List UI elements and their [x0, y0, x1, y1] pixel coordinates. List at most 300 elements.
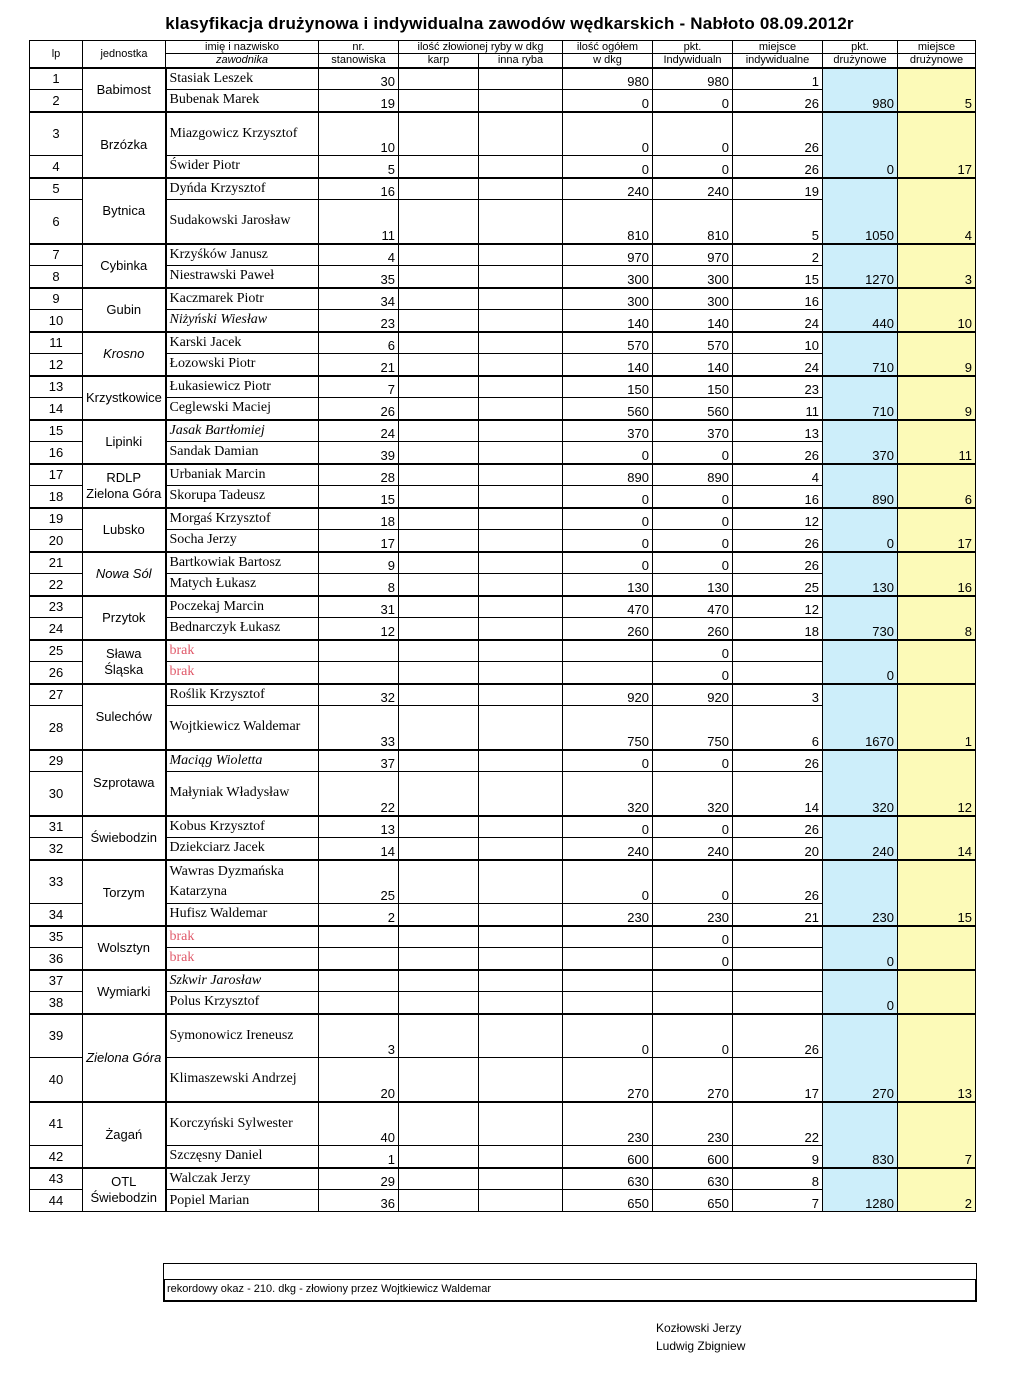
row-number: 27: [30, 684, 83, 706]
total-weight: 300: [563, 266, 653, 288]
individual-place: 26: [733, 860, 823, 904]
total-weight: [563, 926, 653, 948]
individual-place: 22: [733, 1102, 823, 1146]
header-name-sub: zawodnika: [166, 54, 319, 68]
total-weight: 240: [563, 178, 653, 200]
team-place: [898, 926, 976, 970]
other-fish-weight: [479, 266, 563, 288]
table-row: [30, 1168, 976, 1190]
individual-points: 890: [653, 464, 733, 486]
other-fish-weight: [479, 332, 563, 354]
row-number: 4: [30, 156, 83, 178]
individual-points: 0: [653, 156, 733, 178]
station-number: 20: [319, 1058, 399, 1102]
individual-place: 23: [733, 376, 823, 398]
individual-place: [733, 948, 823, 970]
row-number: 6: [30, 200, 83, 244]
team-points: 0: [823, 926, 898, 970]
row-number: 12: [30, 354, 83, 376]
competitor-name: Maciąg Wioletta: [166, 750, 319, 772]
individual-place: 17: [733, 1058, 823, 1102]
individual-place: 6: [733, 706, 823, 750]
total-weight: 810: [563, 200, 653, 244]
team-points: 0: [823, 508, 898, 552]
individual-points: 370: [653, 420, 733, 442]
individual-points: 0: [653, 552, 733, 574]
individual-place: 8: [733, 1168, 823, 1190]
individual-points: [653, 970, 733, 992]
individual-points: 0: [653, 486, 733, 508]
team-points: 370: [823, 420, 898, 464]
table-row: [30, 420, 976, 442]
table-row: [30, 1102, 976, 1146]
total-weight: 600: [563, 1146, 653, 1168]
station-number: 18: [319, 508, 399, 530]
table-row: [30, 1014, 976, 1058]
total-weight: 0: [563, 90, 653, 112]
carp-weight: [399, 112, 479, 156]
other-fish-weight: [479, 486, 563, 508]
station-number: 25: [319, 860, 399, 904]
header-place: miejsce: [733, 41, 823, 54]
row-number: 25: [30, 640, 83, 662]
table-row: [30, 926, 976, 948]
other-fish-weight: [479, 310, 563, 332]
total-weight: 970: [563, 244, 653, 266]
station-number: [319, 948, 399, 970]
other-fish-weight: [479, 508, 563, 530]
carp-weight: [399, 970, 479, 992]
row-number: 28: [30, 706, 83, 750]
carp-weight: [399, 662, 479, 684]
total-weight: 650: [563, 1190, 653, 1212]
other-fish-weight: [479, 904, 563, 926]
carp-weight: [399, 552, 479, 574]
other-fish-weight: [479, 992, 563, 1014]
station-number: 13: [319, 816, 399, 838]
table-row: [30, 684, 976, 706]
row-number: 3: [30, 112, 83, 156]
competitor-name: Świder Piotr: [166, 156, 319, 178]
carp-weight: [399, 1168, 479, 1190]
row-number: 31: [30, 816, 83, 838]
team-unit: Cybinka: [83, 244, 166, 288]
table-row: [30, 376, 976, 398]
individual-points: 980: [653, 68, 733, 90]
team-place: 15: [898, 860, 976, 926]
individual-place: 10: [733, 332, 823, 354]
row-number: 10: [30, 310, 83, 332]
competitor-name: Dziekciarz Jacek: [166, 838, 319, 860]
header-catch: ilość złowionej ryby w dkg: [399, 41, 563, 54]
individual-place: 20: [733, 838, 823, 860]
station-number: 32: [319, 684, 399, 706]
total-weight: 560: [563, 398, 653, 420]
other-fish-weight: [479, 1058, 563, 1102]
individual-points: 650: [653, 1190, 733, 1212]
header-pts-sub: Indywidualn: [653, 54, 733, 68]
team-unit: Wymiarki: [83, 970, 166, 1014]
carp-weight: [399, 508, 479, 530]
team-unit: Sława Śląska: [83, 640, 166, 684]
individual-points: 0: [653, 1014, 733, 1058]
individual-points: 0: [653, 530, 733, 552]
other-fish-weight: [479, 376, 563, 398]
results-table: [29, 40, 976, 1212]
team-points: 1670: [823, 684, 898, 750]
competitor-name: Polus Krzysztof: [166, 992, 319, 1014]
competitor-name: Ceglewski Maciej: [166, 398, 319, 420]
station-number: 22: [319, 772, 399, 816]
competitor-name: Popiel Marian: [166, 1190, 319, 1212]
individual-points: [653, 992, 733, 1014]
header-lp: lp: [30, 41, 83, 68]
other-fish-weight: [479, 90, 563, 112]
individual-place: 24: [733, 310, 823, 332]
signature-1: Kozłowski Jerzy: [656, 1321, 742, 1335]
station-number: 39: [319, 442, 399, 464]
competitor-name: Bubenak Marek: [166, 90, 319, 112]
table-row: [30, 508, 976, 530]
row-number: 22: [30, 574, 83, 596]
carp-weight: [399, 398, 479, 420]
other-fish-weight: [479, 464, 563, 486]
station-number: 11: [319, 200, 399, 244]
team-unit: Babimost: [83, 68, 166, 112]
individual-place: 26: [733, 1014, 823, 1058]
station-number: 29: [319, 1168, 399, 1190]
row-number: 43: [30, 1168, 83, 1190]
row-number: 37: [30, 970, 83, 992]
individual-points: 570: [653, 332, 733, 354]
carp-weight: [399, 640, 479, 662]
competitor-name: Wawras Dyzmańska Katarzyna: [166, 860, 319, 904]
team-place: 11: [898, 420, 976, 464]
competitor-name: brak: [166, 948, 319, 970]
other-fish-weight: [479, 442, 563, 464]
header-total-sub: w dkg: [563, 54, 653, 68]
row-number: 7: [30, 244, 83, 266]
team-points: 0: [823, 112, 898, 178]
individual-points: 230: [653, 904, 733, 926]
row-number: 8: [30, 266, 83, 288]
competitor-name: Bartkowiak Bartosz: [166, 552, 319, 574]
competitor-name: Hufisz Waldemar: [166, 904, 319, 926]
competitor-name: Kaczmarek Piotr: [166, 288, 319, 310]
carp-weight: [399, 530, 479, 552]
total-weight: 0: [563, 816, 653, 838]
competitor-name: Niestrawski Paweł: [166, 266, 319, 288]
carp-weight: [399, 244, 479, 266]
carp-weight: [399, 948, 479, 970]
station-number: 28: [319, 464, 399, 486]
competitor-name: Skorupa Tadeusz: [166, 486, 319, 508]
competitor-name: Miazgowicz Krzysztof: [166, 112, 319, 156]
row-number: 13: [30, 376, 83, 398]
other-fish-weight: [479, 706, 563, 750]
team-unit: Świebodzin: [83, 816, 166, 860]
total-weight: 630: [563, 1168, 653, 1190]
competitor-name: Socha Jerzy: [166, 530, 319, 552]
total-weight: 230: [563, 1102, 653, 1146]
total-weight: 370: [563, 420, 653, 442]
total-weight: 0: [563, 112, 653, 156]
other-fish-weight: [479, 354, 563, 376]
total-weight: 980: [563, 68, 653, 90]
individual-place: 26: [733, 156, 823, 178]
team-points: 130: [823, 552, 898, 596]
individual-place: 26: [733, 112, 823, 156]
individual-place: 15: [733, 266, 823, 288]
station-number: 31: [319, 596, 399, 618]
table-row: [30, 596, 976, 618]
other-fish-weight: [479, 1168, 563, 1190]
row-number: 30: [30, 772, 83, 816]
other-fish-weight: [479, 68, 563, 90]
competitor-name: Matych Łukasz: [166, 574, 319, 596]
other-fish-weight: [479, 398, 563, 420]
individual-place: 14: [733, 772, 823, 816]
station-number: 36: [319, 1190, 399, 1212]
team-points: 230: [823, 860, 898, 926]
competitor-name: Kobus Krzysztof: [166, 816, 319, 838]
header-team-pts-sub: drużynowe: [823, 54, 898, 68]
individual-points: 0: [653, 860, 733, 904]
total-weight: 0: [563, 750, 653, 772]
team-points: 320: [823, 750, 898, 816]
station-number: 35: [319, 266, 399, 288]
carp-weight: [399, 1190, 479, 1212]
row-number: 2: [30, 90, 83, 112]
carp-weight: [399, 904, 479, 926]
individual-points: 0: [653, 948, 733, 970]
carp-weight: [399, 574, 479, 596]
team-points: 1050: [823, 178, 898, 244]
individual-points: 0: [653, 750, 733, 772]
team-place: 17: [898, 508, 976, 552]
individual-place: [733, 992, 823, 1014]
station-number: 10: [319, 112, 399, 156]
total-weight: 890: [563, 464, 653, 486]
carp-weight: [399, 992, 479, 1014]
competitor-name: Dyńda Krzysztof: [166, 178, 319, 200]
competitor-name: Łukasiewicz Piotr: [166, 376, 319, 398]
individual-points: 130: [653, 574, 733, 596]
station-number: 34: [319, 288, 399, 310]
competitor-name: Małyniak Władysław: [166, 772, 319, 816]
team-place: 7: [898, 1102, 976, 1168]
header-team-pts: pkt.: [823, 41, 898, 54]
station-number: [319, 992, 399, 1014]
individual-points: 600: [653, 1146, 733, 1168]
other-fish-weight: [479, 948, 563, 970]
table-row: [30, 970, 976, 992]
team-points: 710: [823, 332, 898, 376]
individual-points: 470: [653, 596, 733, 618]
total-weight: 320: [563, 772, 653, 816]
total-weight: 0: [563, 552, 653, 574]
individual-points: 300: [653, 266, 733, 288]
individual-points: 140: [653, 354, 733, 376]
team-place: 13: [898, 1014, 976, 1102]
other-fish-weight: [479, 288, 563, 310]
row-number: 38: [30, 992, 83, 1014]
total-weight: [563, 992, 653, 1014]
other-fish-weight: [479, 816, 563, 838]
signature-2: Ludwig Zbigniew: [656, 1339, 746, 1353]
carp-weight: [399, 1014, 479, 1058]
competitor-name: Wojtkiewicz Waldemar: [166, 706, 319, 750]
individual-points: 0: [653, 640, 733, 662]
header-name: imię i nazwisko: [166, 41, 319, 54]
carp-weight: [399, 420, 479, 442]
carp-weight: [399, 442, 479, 464]
individual-points: 240: [653, 838, 733, 860]
individual-place: 12: [733, 508, 823, 530]
station-number: 4: [319, 244, 399, 266]
station-number: 6: [319, 332, 399, 354]
carp-weight: [399, 156, 479, 178]
table-row: [30, 68, 976, 90]
table-row: [30, 816, 976, 838]
individual-place: 25: [733, 574, 823, 596]
row-number: 5: [30, 178, 83, 200]
competitor-name: Roślik Krzysztof: [166, 684, 319, 706]
individual-place: [733, 662, 823, 684]
record-note: rekordowy okaz - 210. dkg - złowiony przez Wojtkiewicz Waldemar: [167, 1283, 492, 1295]
total-weight: 0: [563, 860, 653, 904]
total-weight: [563, 970, 653, 992]
team-unit: Lubsko: [83, 508, 166, 552]
team-points: 270: [823, 1014, 898, 1102]
individual-place: 3: [733, 684, 823, 706]
competitor-name: Jasak Bartłomiej: [166, 420, 319, 442]
header-unit: jednostka: [83, 41, 166, 68]
team-points: 0: [823, 640, 898, 684]
individual-place: 26: [733, 552, 823, 574]
individual-place: 12: [733, 596, 823, 618]
row-number: 9: [30, 288, 83, 310]
total-weight: 140: [563, 354, 653, 376]
row-number: 23: [30, 596, 83, 618]
row-number: 21: [30, 552, 83, 574]
table-row: [30, 552, 976, 574]
team-unit: Nowa Sól: [83, 552, 166, 596]
other-fish-weight: [479, 1014, 563, 1058]
competitor-name: Stasiak Leszek: [166, 68, 319, 90]
competitor-name: Korczyński Sylwester: [166, 1102, 319, 1146]
total-weight: [563, 662, 653, 684]
other-fish-weight: [479, 970, 563, 992]
station-number: 33: [319, 706, 399, 750]
individual-points: 750: [653, 706, 733, 750]
competitor-name: Sudakowski Jarosław: [166, 200, 319, 244]
total-weight: 270: [563, 1058, 653, 1102]
total-weight: 300: [563, 288, 653, 310]
row-number: 20: [30, 530, 83, 552]
other-fish-weight: [479, 684, 563, 706]
other-fish-weight: [479, 662, 563, 684]
competitor-name: Szkwir Jarosław: [166, 970, 319, 992]
record-note-box: [163, 1279, 977, 1302]
carp-weight: [399, 178, 479, 200]
individual-points: 300: [653, 288, 733, 310]
station-number: 7: [319, 376, 399, 398]
table-row: [30, 750, 976, 772]
row-number: 35: [30, 926, 83, 948]
other-fish-weight: [479, 1146, 563, 1168]
carp-weight: [399, 684, 479, 706]
competitor-name: brak: [166, 926, 319, 948]
competitor-name: Urbaniak Marcin: [166, 464, 319, 486]
team-unit: Zielona Góra: [83, 1014, 166, 1102]
footer-spacer: [163, 1263, 977, 1280]
station-number: 9: [319, 552, 399, 574]
team-points: 980: [823, 68, 898, 112]
individual-place: 16: [733, 486, 823, 508]
team-points: 890: [823, 464, 898, 508]
station-number: 12: [319, 618, 399, 640]
station-number: 8: [319, 574, 399, 596]
total-weight: 570: [563, 332, 653, 354]
individual-points: 0: [653, 662, 733, 684]
total-weight: 0: [563, 530, 653, 552]
individual-points: 150: [653, 376, 733, 398]
competitor-name: brak: [166, 662, 319, 684]
table-row: [30, 860, 976, 904]
header-place-sub: indywidualne: [733, 54, 823, 68]
station-number: 1: [319, 1146, 399, 1168]
row-number: 44: [30, 1190, 83, 1212]
individual-points: 140: [653, 310, 733, 332]
other-fish-weight: [479, 838, 563, 860]
team-place: 2: [898, 1168, 976, 1212]
row-number: 36: [30, 948, 83, 970]
individual-place: 24: [733, 354, 823, 376]
total-weight: 0: [563, 442, 653, 464]
total-weight: 230: [563, 904, 653, 926]
individual-points: 970: [653, 244, 733, 266]
team-points: 440: [823, 288, 898, 332]
row-number: 24: [30, 618, 83, 640]
table-row: [30, 288, 976, 310]
row-number: 16: [30, 442, 83, 464]
team-unit: Gubin: [83, 288, 166, 332]
carp-weight: [399, 816, 479, 838]
header-pts: pkt.: [653, 41, 733, 54]
team-unit: OTL Świebodzin: [83, 1168, 166, 1212]
carp-weight: [399, 1102, 479, 1146]
individual-place: 4: [733, 464, 823, 486]
station-number: [319, 926, 399, 948]
competitor-name: Morgaś Krzysztof: [166, 508, 319, 530]
team-points: 1280: [823, 1168, 898, 1212]
individual-place: [733, 640, 823, 662]
individual-points: 0: [653, 816, 733, 838]
station-number: 2: [319, 904, 399, 926]
total-weight: 750: [563, 706, 653, 750]
competitor-name: Łozowski Piotr: [166, 354, 319, 376]
team-place: 9: [898, 332, 976, 376]
row-number: 29: [30, 750, 83, 772]
table-row: [30, 464, 976, 486]
individual-points: 0: [653, 90, 733, 112]
individual-points: 230: [653, 1102, 733, 1146]
table-row: [30, 244, 976, 266]
team-points: 0: [823, 970, 898, 1014]
table-header: [30, 41, 976, 68]
competitor-name: Niżyński Wiesław: [166, 310, 319, 332]
